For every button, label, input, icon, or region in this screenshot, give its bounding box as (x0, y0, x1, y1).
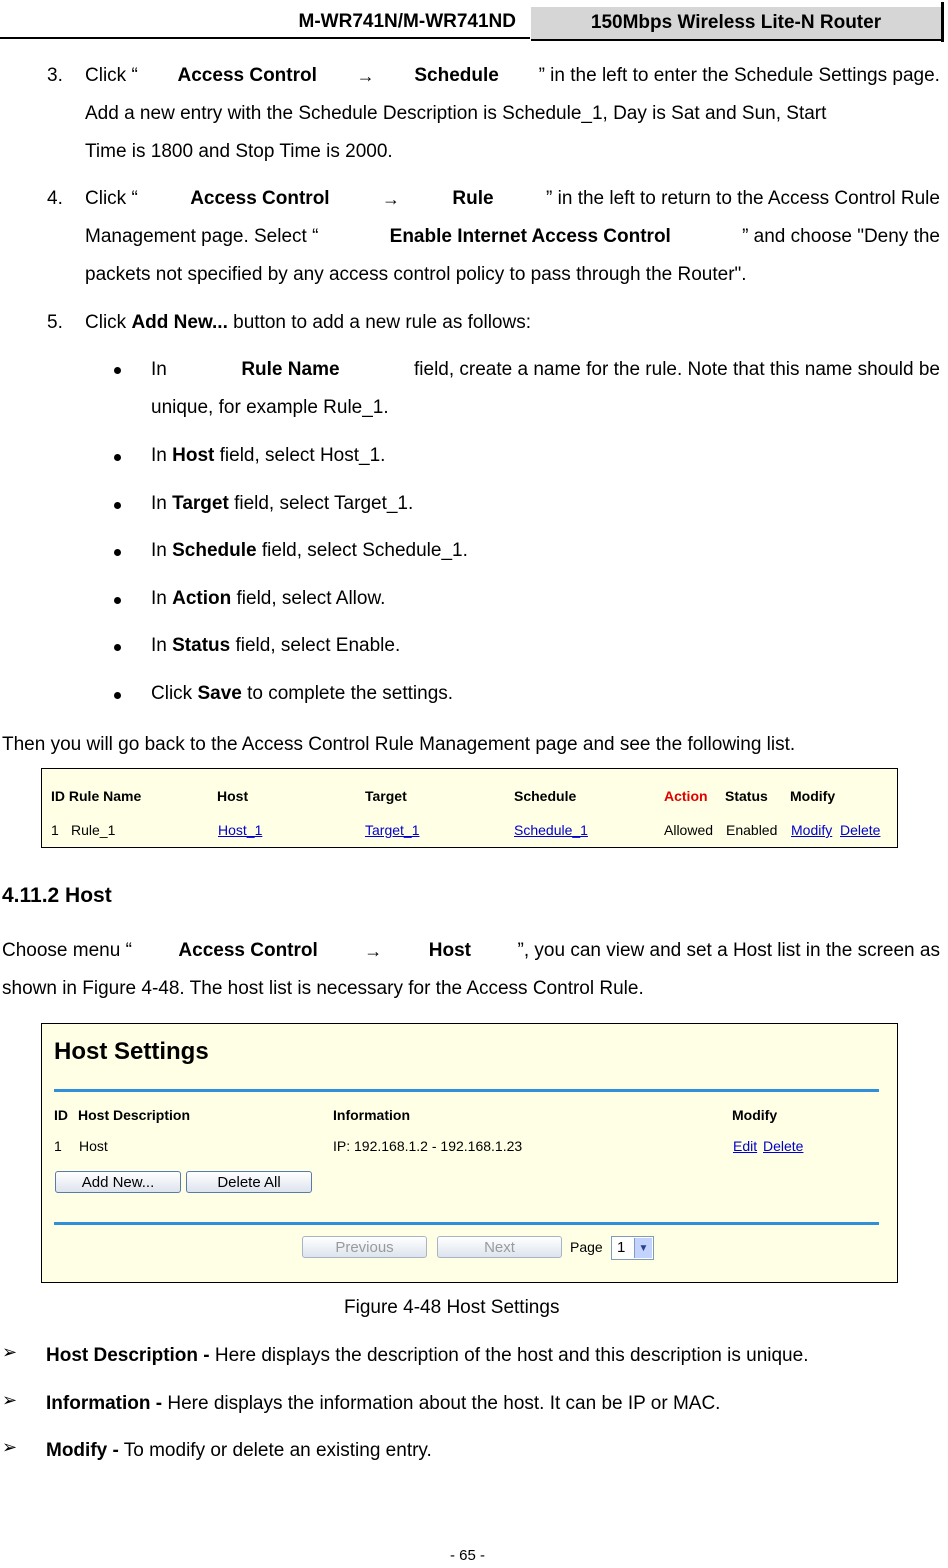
step-3-click: Click “ (85, 65, 138, 86)
rule-delete-link[interactable]: Delete (840, 822, 881, 838)
host-settings-panel (41, 1023, 898, 1283)
bullet-3-pre: In (151, 493, 173, 514)
rule-name: Rule_1 (71, 822, 116, 838)
step-4-post: ” in the left to return to the Access Control Rule (546, 188, 940, 209)
bullet-icon (114, 549, 121, 556)
col-id-rule-name: ID Rule Name (51, 788, 142, 804)
step-4-bold-2: Rule (452, 188, 494, 209)
step-4-line-2-post: ” and choose "Deny the (742, 226, 940, 247)
col-host-description: Host Description (78, 1107, 191, 1123)
rule-modify-link[interactable]: Modify (791, 822, 833, 838)
bullet-icon (114, 597, 121, 604)
step-3-bold-2: Schedule (414, 65, 499, 86)
arrow-bullet-icon: ➢ (2, 1390, 18, 1410)
step-5-pre: Click (85, 312, 132, 333)
bullet-7 (151, 680, 453, 708)
step-5-text (85, 309, 531, 337)
bullet-icon (114, 502, 121, 509)
bullet-2-post: field, select Host_1. (214, 445, 386, 466)
rule-target-link[interactable]: Target_1 (365, 822, 420, 838)
bullet-3-bold: Target (172, 493, 229, 514)
page-select-value: 1 (617, 1239, 626, 1256)
bullet-1-post: field, create a name for the rule. Note that this name should be (414, 359, 940, 380)
def-2-text: Here displays the information about the host. It can be IP or MAC. (162, 1393, 721, 1414)
def-3-term: Modify - (46, 1440, 119, 1461)
step-5-bold: Add New... (131, 312, 228, 333)
step-4-number: 4. (47, 188, 63, 209)
step-4-bold-1: Access Control (190, 188, 330, 209)
section-paragraph-line-2: shown in Figure 4-48. The host list is necessary for the Access Control Rule. (2, 978, 644, 999)
section-p1-bold-1: Access Control (178, 940, 318, 961)
rule-list-figure (41, 768, 898, 848)
bullet-6 (151, 632, 400, 660)
step-5-number: 5. (47, 312, 63, 333)
host-description: Host (79, 1138, 108, 1154)
page-number: - 65 - (450, 1547, 486, 1564)
arrow-icon: → (382, 189, 400, 209)
def-1-term: Host Description - (46, 1345, 210, 1366)
host-settings-title: Host Settings (54, 1038, 209, 1065)
def-modify (46, 1437, 432, 1465)
col-information: Information (333, 1107, 410, 1123)
bullet-4-bold: Schedule (172, 540, 257, 561)
delete-all-button[interactable]: Delete All (186, 1171, 312, 1193)
col-action: Action (664, 788, 708, 804)
rule-id: 1 (51, 822, 59, 838)
section-p1-pre: Choose menu “ (2, 940, 132, 961)
col-id: ID (54, 1107, 68, 1123)
bullet-7-pre: Click (151, 683, 198, 704)
delete-link[interactable]: Delete (763, 1138, 804, 1154)
bullet-icon (114, 692, 121, 699)
next-button[interactable]: Next (437, 1236, 562, 1258)
edit-link[interactable]: Edit (733, 1138, 758, 1154)
rule-host-link[interactable]: Host_1 (218, 822, 263, 838)
host-id: 1 (54, 1138, 62, 1154)
step-4-pre: Click “ (85, 188, 138, 209)
def-information (46, 1390, 720, 1418)
def-3-text: To modify or delete an existing entry. (118, 1440, 432, 1461)
bullet-4-post: field, select Schedule_1. (256, 540, 468, 561)
bullet-7-bold: Save (197, 683, 242, 704)
col-target: Target (365, 788, 407, 804)
col-host: Host (217, 788, 249, 804)
bullet-3-post: field, select Target_1. (228, 493, 414, 514)
step-3-line-1 (85, 62, 940, 90)
col-status: Status (725, 788, 768, 804)
step-3-line-3: Time is 1800 and Stop Time is 2000. (85, 141, 393, 162)
bullet-2-bold: Host (172, 445, 215, 466)
footer-divider (54, 1222, 879, 1225)
col-modify: Modify (732, 1107, 778, 1123)
bullet-2 (151, 442, 385, 470)
header-product: 150Mbps Wireless Lite-N Router (531, 7, 941, 41)
bullet-1-line-1 (151, 356, 940, 384)
arrow-bullet-icon: ➢ (2, 1437, 18, 1457)
bullet-icon (114, 644, 121, 651)
bullet-icon (114, 454, 121, 461)
step-3-rest: ” in the left to enter the Schedule Settings page. (538, 65, 940, 86)
header-model: M-WR741N/M-WR741ND (0, 7, 530, 39)
def-2-term: Information - (46, 1393, 163, 1414)
step-4-line-2 (85, 223, 940, 251)
then-paragraph: Then you will go back to the Access Control Rule Management page and see the following list. (2, 734, 796, 755)
title-divider (54, 1089, 879, 1092)
step-4-line-2-pre: Management page. Select “ (85, 226, 319, 247)
rule-action: Allowed (664, 822, 714, 838)
header-divider (941, 2, 944, 42)
bullet-5-post: field, select Allow. (231, 588, 386, 609)
section-paragraph-line-1 (2, 937, 940, 965)
arrow-bullet-icon: ➢ (2, 1342, 18, 1362)
step-4-line-2-bold: Enable Internet Access Control (389, 226, 671, 247)
section-p1-post: ”, you can view and set a Host list in the screen as (517, 940, 940, 961)
col-schedule: Schedule (514, 788, 577, 804)
def-host-description (46, 1342, 808, 1370)
bullet-6-pre: In (151, 635, 173, 656)
rule-schedule-link[interactable]: Schedule_1 (514, 822, 588, 838)
step-3-bold-1: Access Control (177, 65, 317, 86)
chevron-down-icon: ▼ (634, 1238, 652, 1258)
bullet-4-pre: In (151, 540, 173, 561)
bullet-5 (151, 585, 385, 613)
col-modify: Modify (790, 788, 836, 804)
step-4-line-3: packets not specified by any access control policy to pass through the Router". (85, 264, 747, 285)
bullet-3 (151, 490, 413, 518)
bullet-1-line-2: unique, for example Rule_1. (151, 397, 389, 418)
section-heading: 4.11.2 Host (2, 884, 112, 907)
bullet-icon (114, 367, 121, 374)
page-label: Page (570, 1239, 603, 1255)
bullet-6-post: field, select Enable. (230, 635, 401, 656)
previous-button[interactable]: Previous (302, 1236, 427, 1258)
bullet-1-bold: Rule Name (241, 359, 340, 380)
bullet-7-post: to complete the settings. (241, 683, 454, 704)
step-3-line-2: Add a new entry with the Schedule Description is Schedule_1, Day is Sat and Sun, Start (85, 103, 827, 124)
step-3-number: 3. (47, 65, 63, 86)
bullet-1-pre: In (151, 359, 167, 380)
arrow-icon: → (364, 941, 383, 961)
step-4-line-1 (85, 185, 940, 213)
rule-status: Enabled (726, 822, 778, 838)
bullet-5-pre: In (151, 588, 173, 609)
add-new-button[interactable]: Add New... (55, 1171, 181, 1193)
host-information: IP: 192.168.1.2 - 192.168.1.23 (333, 1138, 523, 1154)
step-5-post: button to add a new rule as follows: (227, 312, 532, 333)
arrow-icon: → (356, 66, 375, 86)
figure-caption: Figure 4-48 Host Settings (344, 1297, 560, 1318)
section-p1-bold-2: Host (428, 940, 472, 961)
page-select[interactable] (611, 1236, 654, 1260)
bullet-5-bold: Action (172, 588, 232, 609)
bullet-6-bold: Status (172, 635, 231, 656)
bullet-4 (151, 537, 468, 565)
bullet-2-pre: In (151, 445, 173, 466)
def-1-text: Here displays the description of the host and this description is unique. (209, 1345, 809, 1366)
